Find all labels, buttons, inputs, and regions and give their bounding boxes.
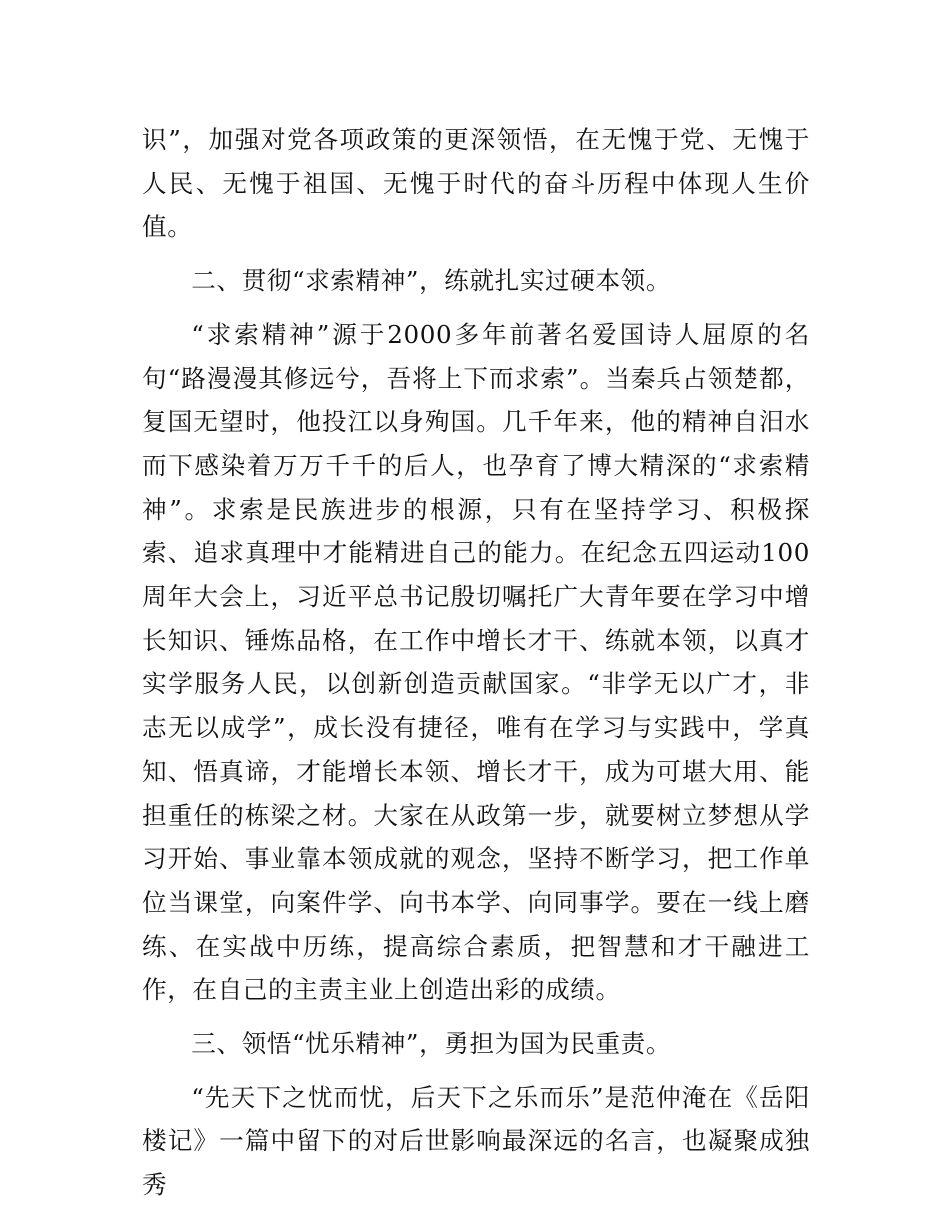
body-paragraph-qiusuo: “求索精神”源于2000多年前著名爱国诗人屈原的名句“路漫漫其修远兮，吾将上下而求索”。当秦兵占领楚都，复国无望时，他投江以身殉国。几千年来，他的精神自汨水而下感染着万万千千的后人，也孕育了博大精深的“求索精神”。求索是民族进步的根源，只有在坚持学习、积极探索、追求真理中才能精进自己的能力。在纪念五四运动100周年大会上，习近平总书记殷切嘱托广大青年要在学习中增长知识、锤炼品格，在工作中增长才干、练就本领，以真才实学服务人民，以创新创造贡献国家。“非学无以广才，非志无以成学”，成长没有捷径，唯有在学习与实践中，学真知、悟真谛，才能增长本领、增长才干，成为可堪大用、能担重任的栋梁之材。大家在从政第一步，就要树立梦想从学习开始、事业靠本领成就的观念，坚持不断学习，把工作单位当课堂，向案件学、向书本学、向同事学。要在一线上磨练、在实战中历练，提高综合素质，把智慧和才干融进工作，在自己的主责主业上创造出彩的成绩。 [142,319,810,1005]
paragraph-gap [142,249,810,255]
section-heading-2: 二、贯彻“求索精神”，练就扎实过硬本领。 [191,266,672,296]
paragraph-gap [142,1012,810,1018]
body-paragraph-continuation: 识”，加强对党各项政策的更深领悟，在无愧于党、无愧于人民、无愧于祖国、无愧于时代的奋斗历程中体现人生价值。 [142,125,810,242]
body-paragraph-youle: “先天下之忧而忧，后天下之乐而乐”是范仲淹在《岳阳楼记》一篇中留下的对后世影响最深远的名言，也凝聚成独秀 [142,1082,810,1200]
document-page [142,118,810,1207]
section-heading-3: 三、领悟“忧乐精神”，勇担为国为民重责。 [191,1029,672,1059]
